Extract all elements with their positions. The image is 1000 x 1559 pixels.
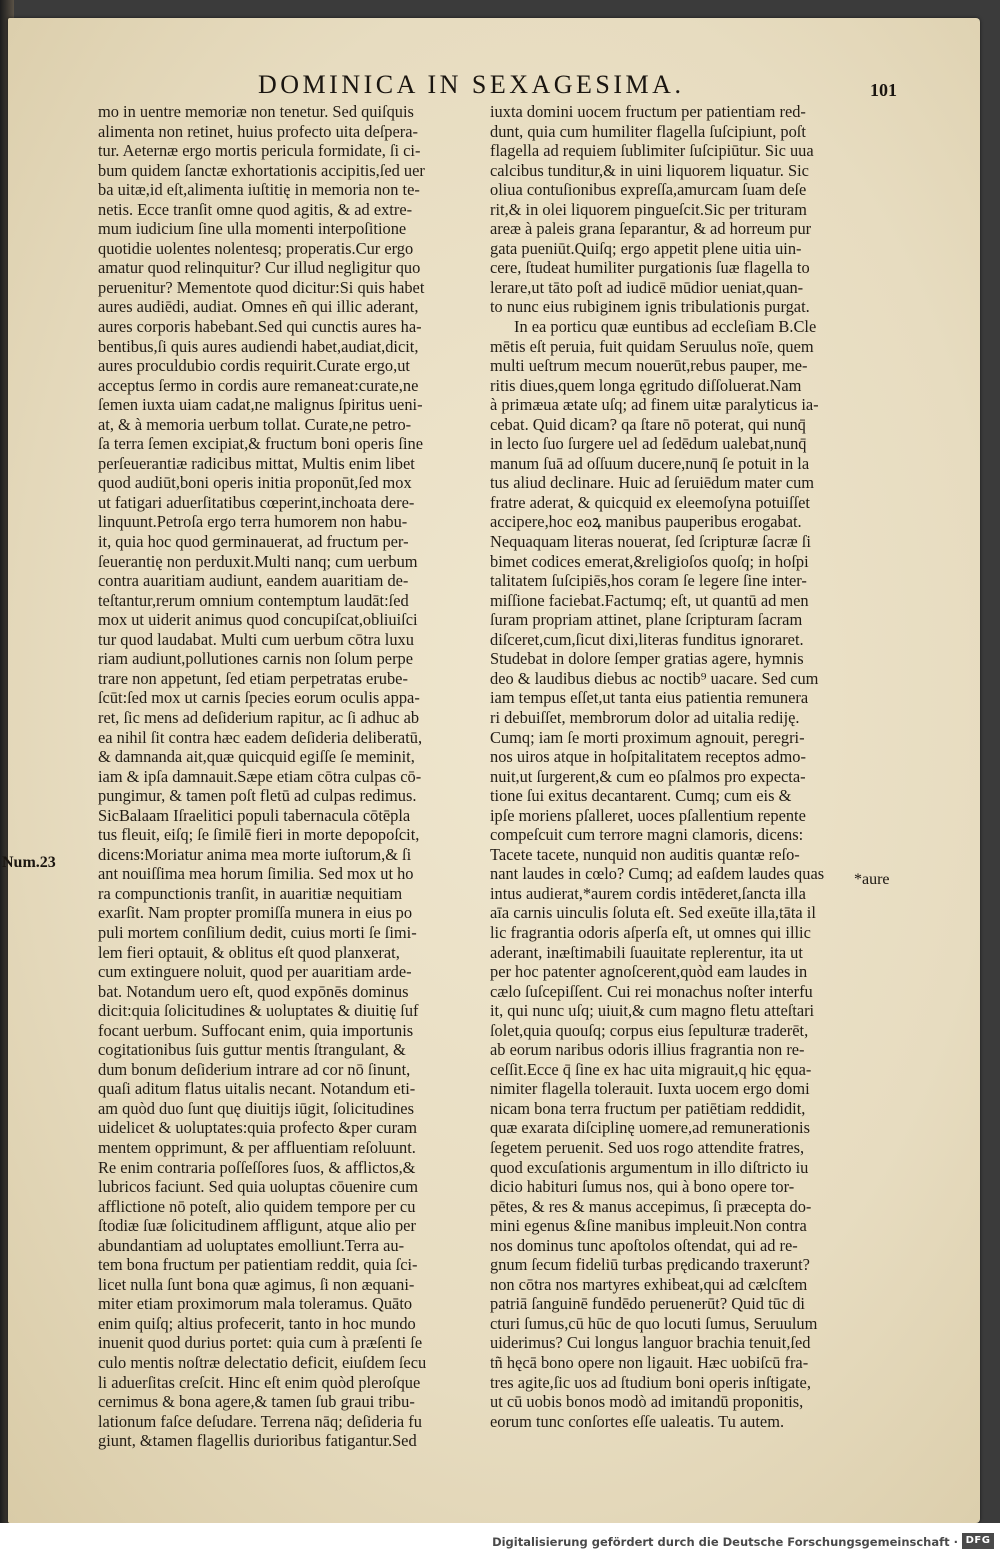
text-line: & damnanda ait,quæ quicquid egiſſe ſe meminit, <box>98 747 415 767</box>
left-text-column <box>98 102 468 1451</box>
text-line: cælo ſuſcepiſſent. Cui rei monachus noſter interfu <box>490 981 813 1001</box>
book-page <box>2 18 980 1523</box>
text-line: ri debuiſſet, membrorum dolor ad uitalia rediję. <box>490 707 800 727</box>
text-line: compeſcuit cum terrore magni clamoris, dicens: <box>490 825 804 845</box>
text-line: Re enim contraria poſſeſſores ſuos, & afflictos,& <box>98 1157 416 1177</box>
text-line: mentem opprimunt, & per affluentiam reſoluunt. <box>98 1137 416 1157</box>
text-line: uidelicet & uoluptates:quia profecto &per curam <box>98 1118 418 1138</box>
text-line: puli mortem conſilium dedit, cuius morti ſe ſimi- <box>98 922 417 942</box>
text-line: miter etiam proximorum mala toleramus. Quāto <box>98 1294 413 1314</box>
text-line: cum extinguere noluit, quod per auaritiam arde- <box>98 962 412 982</box>
text-line: ritis diues,quem longa ęgritudo diſſoluerat.Nam <box>490 375 802 395</box>
text-line: quæ exarata diſciplinę uomere,ad remunerationis <box>490 1118 810 1138</box>
text-line: ba uitæ,id eſt,alimenta iuſtitię in memoria non te- <box>98 180 420 200</box>
text-line: miſſione faciebat.Factumq; eſt, ut quantū ad men <box>490 590 809 610</box>
text-line: ra compunctionis tranſit, in auaritiæ nequitiam <box>98 883 403 903</box>
text-line: bat. Notandum uero eſt, quod expōnēs dominus <box>98 981 409 1001</box>
text-line: gnum ſecum fideliū turbas prędicando traxerunt? <box>490 1255 810 1275</box>
text-line: multi ueſtrum mecum nouerūt,rebus pauper, me- <box>490 356 808 376</box>
text-line: tur quod laudabat. Multi cum uerbum cōtra luxu <box>98 629 414 649</box>
text-line: peruenitur? Mementote quod dicitur:Si quis habet <box>98 277 425 297</box>
text-line: dicit:quia ſolicitudines & uoluptates & diuitię ſuf <box>98 1001 419 1021</box>
text-line: per hoc patenter agnoſcerent,quòd eam laudes in <box>490 962 808 982</box>
text-line: ſa terra ſemen excipiat,& fructum boni operis ſine <box>98 434 423 454</box>
text-line: fratre aderat, & quicquid ex eleemoſyna potuiſſet <box>490 492 810 512</box>
text-line: calcibus tunditur,& in uini liquorem liquatur. Sic <box>490 160 809 180</box>
text-line: dicio habituri ſumus nos, qui à bono opere tor- <box>490 1177 795 1197</box>
text-line: focant uerbum. Suffocant enim, quia importunis <box>98 1020 414 1040</box>
text-line: afflictione nō poteſt, alio quidem tempore per cu <box>98 1196 416 1216</box>
text-line: ſegetem peruenit. Sed uos rogo attendite fratres, <box>490 1137 805 1157</box>
text-line: gata pueniūt.Quiſq; ergo appetit plene uitia uin- <box>490 238 802 258</box>
text-line: quaſi aditum flatus uitalis necant. Notandum eti- <box>98 1079 416 1099</box>
text-line: SicBalaam Iſraelitici populi tabernacula cōtēpla <box>98 805 411 825</box>
text-line: aīa carnis uinculis ſoluta eſt. Sed exeūte illa,tāta il <box>490 903 816 923</box>
text-line: dicens:Moriatur anima mea morte iuſtorum,& ſi <box>98 844 412 864</box>
text-line: ſemen iuxta uiam cadat,ne malignus ſpiritus ueni- <box>98 395 423 415</box>
text-line: intus audierat,*aurem cordis intēderet,ſancta illa <box>490 883 806 903</box>
text-line: lationum faſce deſudare. Terrena nāq; deſideria fu <box>98 1411 422 1431</box>
text-line: talitatem ſuſcipiēs,hos coram ſe legere ſine inter- <box>490 571 807 591</box>
text-line: deo & laudibus diebus ac noctib⁹ uacare. Sed cum <box>490 668 819 688</box>
text-line: li aduerſitas creſcit. Hinc eſt enim quòd pleroſque <box>98 1372 421 1392</box>
text-line: cernimus & bona agere,& tamen ſub graui tribu- <box>98 1392 415 1412</box>
text-line: it, qui nunc uſq; uiuit,& cum magno fletu atteſtari <box>490 1001 815 1021</box>
text-line: ſcūt:ſed mox ut carnis ſpecies eorum oculis appa- <box>98 688 420 708</box>
footer-credit: Digitalisierung gefördert durch die Deutsche Forschungsgemeinschaft · <box>492 1535 958 1549</box>
text-line: rit,& in olei liquorem pingueſcit.Sic per trituram <box>490 199 807 219</box>
text-line: lerare,ut tāto poſt ad iudicē mūdior ueniat,quan- <box>490 277 804 297</box>
text-line: bum quidem ſanctæ exhortationis accipitis,ſed uer <box>98 160 425 180</box>
text-line: quod excuſationis argumentum in illo diſtricto iu <box>490 1157 809 1177</box>
text-line: flagella ad requiem ſublimiter ſuſcipiūtur. Sic uua <box>490 141 814 161</box>
text-line: culo mentis noſtræ delectatio deficit, eiuſdem ſecu <box>98 1353 427 1372</box>
text-line: tus fleuit, eiſq; ſe ſimilē fieri in morte depopoſcit, <box>98 825 420 845</box>
text-line: iam tempus eſſet,ut tanta eius patientia remunera <box>490 688 809 708</box>
page-number: 101 <box>870 80 897 100</box>
text-line: tur. Aeternæ ergo mortis pericula formidate, ſi ci- <box>98 141 421 161</box>
text-line: acceptus ſermo in cordis aure remaneat:curate,ne <box>98 375 419 395</box>
text-line: cebat. Quid dicam? qa ſtare nō poterat, qui nunq̄ <box>490 414 806 434</box>
text-line: ſolet,quia quouſq; corpus eius ſepulturæ traderēt, <box>490 1020 809 1040</box>
text-line: abundantiam ad uoluptates emolliunt.Terra au- <box>98 1235 405 1255</box>
text-line: aures proculdubio cordis requirit.Curate ergo,ut <box>98 356 410 376</box>
text-line: riam audiunt,pollutiones carnis non ſolum perpe <box>98 649 413 669</box>
text-line: mum iudicium ſine ulla momenti interpoſitione <box>98 219 407 239</box>
text-line: alimenta non retinet, huius profecto uita deſpera- <box>98 121 418 141</box>
text-line: tus aliud declinare. Huic ad ſeruiēdum mater cum <box>490 473 815 493</box>
text-line: Studebat in dolore ſemper gratias agere, hymnis <box>490 649 804 669</box>
text-line: enim quiſq; altius profecerit, tanto in hoc mundo <box>98 1313 416 1333</box>
text-line: ret, ſic mens ad deſiderium rapitur, ac ſi adhuc ab <box>98 707 420 727</box>
text-line: exarſit. Nam propter promiſſa munera in eius po <box>98 903 413 923</box>
text-line: Cumq; iam ſe morti proximum agnouit, peregri- <box>490 727 805 747</box>
text-line: at, & à memoria uerbum tollat. Curate,ne petro- <box>98 414 412 434</box>
text-line: aures audiēdi, audiat. Omnes eñ qui illic aderant, <box>98 297 419 317</box>
text-line: à primæua ætate uſq; ad finem uitæ paralyticus ia- <box>490 395 819 415</box>
text-line: nos dominus tunc apoſtolos oſtendat, qui ad re- <box>490 1235 798 1255</box>
text-line: patriā ſanguinē fundēdo peruenerūt? Quid tūc di <box>490 1294 805 1314</box>
text-line: perſeuerantiæ radicibus mittat, Multis enim libet <box>98 453 415 473</box>
right-text-column <box>490 102 860 1431</box>
text-line: ſtodiæ ſuæ ſolicitudinem affligunt, atque alio per <box>98 1216 416 1236</box>
text-line: mētis eſt peruia, fuit quidam Seruulus noīe, quem <box>490 336 814 356</box>
text-line: pungimur, & tamen poſt fletū ad culpas redimus. <box>98 786 417 806</box>
text-line: licet nulla ſunt bona quæ agimus, ſi non æquani- <box>98 1274 415 1294</box>
text-line: non cōtra nos martyres exhibeat,qui ad cælcſtem <box>490 1274 808 1294</box>
text-line: iuxta domini uocem fructum per patientiam red- <box>490 102 806 121</box>
text-line: ea nihil ſit contra hæc eadem deſideria deliberatū, <box>98 727 423 747</box>
text-line: quod audiūt,boni operis initia proponūt,ſed mox <box>98 473 412 493</box>
text-line: tione ſui exitus decantarent. Cumq; cum eis & <box>490 786 792 806</box>
text-line: ſeuerantię non perduxit.Multi nanq; cum uerbum <box>98 551 418 571</box>
text-line: Tacete tacete, nunquid non auditis quantæ reſo- <box>490 844 800 864</box>
marginal-note-right: *aure <box>854 871 890 888</box>
text-line: ipſe moriens pſalleret, uoces pſallentium repente <box>490 805 806 825</box>
text-line: diſceret,cum,ſicut dixi,literas funditus ignoraret. <box>490 629 804 649</box>
text-line: trare non appetunt, ſed etiam perpetratas erube- <box>98 668 408 688</box>
text-line: mo in uentre memoriæ non tenetur. Sed quiſquis <box>98 102 414 121</box>
text-line: iam & ipſa damnauit.Sæpe etiam cōtra culpas cō- <box>98 766 422 786</box>
text-line: In ea porticu quæ euntibus ad eccleſiam B.Cle <box>514 317 817 337</box>
text-line: quotidie uolentes nolentesq; properatis.Cur ergo <box>98 238 414 258</box>
dfg-logo: DFG <box>962 1533 994 1549</box>
text-line: inuenit quod durius portet: quia cum à præſenti ſe <box>98 1333 423 1353</box>
text-line: cere, ſtudeat humiliter purgationis ſuæ flagella to <box>490 258 810 278</box>
text-line: linquunt.Petroſa ergo terra humorem non habu- <box>98 512 408 532</box>
text-line: dunt, quia cum humiliter flagella ſuſcipiunt, poſt <box>490 121 806 141</box>
text-line: ceſſit.Ecce q̄ ſine ex hac uita migrauit,q hic ęqua- <box>490 1059 812 1079</box>
text-line: in lecto ſuo ſurgere uel ad ſedēdum ualebat,nunq̄ <box>490 434 807 454</box>
text-line: eorum tunc conſortes eſſe ualeatis. Tu autem. <box>490 1411 785 1431</box>
digitization-footer <box>0 1523 1000 1559</box>
text-line: manum ſuā ad oſſuum ducere,nunq̄ ſe potuit in la <box>490 453 810 473</box>
text-line: teſtantur,rerum omnium contemptum laudāt:ſed <box>98 590 409 610</box>
text-line: tres agite,ſic uos ad ſtudium boni operis inſtigate, <box>490 1372 811 1392</box>
text-line: ant nouiſſima mea horum ſimilia. Sed mox ut ho <box>98 864 414 884</box>
text-line: areæ à paleis grana ſeparantur, & ad horreum pur <box>490 219 812 239</box>
text-line: cturi ſumus,cū hūc de quo locuti ſumus, Seruulum <box>490 1313 818 1333</box>
text-line: am quòd duo ſunt quę diuitijs iūgit, ſolicitudines <box>98 1098 414 1118</box>
text-line: uiderimus? Cui longus languor brachia tenuit,ſed <box>490 1333 811 1353</box>
text-line: giunt, &tamen flagellis durioribus fatigantur.Sed <box>98 1431 417 1451</box>
text-line: aderant, inæſtimabili ſuauitate replerentur, ita ut <box>490 942 803 962</box>
text-line: lem fieri optauit, & oblitus eſt quod planxerat, <box>98 942 400 962</box>
text-line: nos uiros atque in hoſpitalitatem receptos admo- <box>490 747 806 767</box>
running-head: DOMINICA IN SEXAGESIMA. <box>258 70 685 99</box>
text-line: amatur quod relinquitur? Cur illud negligitur quo <box>98 258 421 278</box>
text-line: it, quia hoc quod germinauerat, ad fructum per- <box>98 532 409 552</box>
text-line: tem bona fructum per patientiam reddit, quia ſci- <box>98 1255 418 1275</box>
text-line: netis. Ecce tranſit omne quod agitis, & ad extre- <box>98 199 413 219</box>
text-line: bentibus,ſi quis aures audiendi habet,audiat,dicit, <box>98 336 419 356</box>
text-line: ab eorum naribus odoris illius fragrantia non re- <box>490 1040 805 1060</box>
text-line: nuit,ut ſurgerent,& cum eo pſalmos pro expecta- <box>490 766 806 786</box>
marginal-note-left: Num.23 <box>2 854 56 871</box>
text-line: lic fragrantia odoris aſperſa eſt, ut omnes qui illic <box>490 922 811 942</box>
text-line: Nequaquam literas nouerat, ſed ſcripturæ ſacræ ſi <box>490 532 811 552</box>
text-line: lubricos faciunt. Sed quia uoluptas cōuenire cum <box>98 1177 418 1197</box>
text-line: nant laudes in cœlo? Cumq; ad eaſdem laudes quas <box>490 864 825 884</box>
text-line: contra auaritiam audiunt, eandem auaritiam de- <box>98 571 409 591</box>
text-line: tñ hęcā bono opere non ligauit. Hæc uobiſcū fra- <box>490 1353 809 1372</box>
text-line: nicam bona terra fructum per patiētiam reddidit, <box>490 1098 806 1118</box>
text-line: accipere,hoc eoꝝ manibus pauperibus erogabat. <box>490 512 802 532</box>
text-line: ſuram propriam attinet, plane ſcripturam ſacram <box>490 610 803 630</box>
text-line: to nunc eius rubiginem ignis tribulationis purgat. <box>490 297 810 317</box>
text-line: nimiter flagella tolerauit. Iuxta uocem ergo domi <box>490 1079 810 1099</box>
text-line: bimet codices emerat,&religioſos quoſq; in hoſpi <box>490 551 809 571</box>
text-line: cogitationibus ſuis guttur mentis ſtrangulant, & <box>98 1040 406 1060</box>
text-line: oliua contuſionibus expreſſa,amurcam ſuam deſe <box>490 180 807 200</box>
text-line: mox ut uiderit animus quod concupiſcat,obliuiſci <box>98 610 418 630</box>
text-line: dum bonum deſiderium intrare ad cor nō ſinunt, <box>98 1059 411 1079</box>
text-line: aures corporis habebant.Sed qui cunctis aures ha- <box>98 317 422 337</box>
text-line: ut cū uobis bonos modò ad imitandū proponitis, <box>490 1392 804 1412</box>
text-line: ut fatigari aduerſitatibus cœperint,inchoata dere- <box>98 492 415 512</box>
text-line: pētes, & res & manus accepimus, ſi præcepta do- <box>490 1196 812 1216</box>
text-line: mini egenus &ſine manibus impleuit.Non contra <box>490 1216 807 1236</box>
